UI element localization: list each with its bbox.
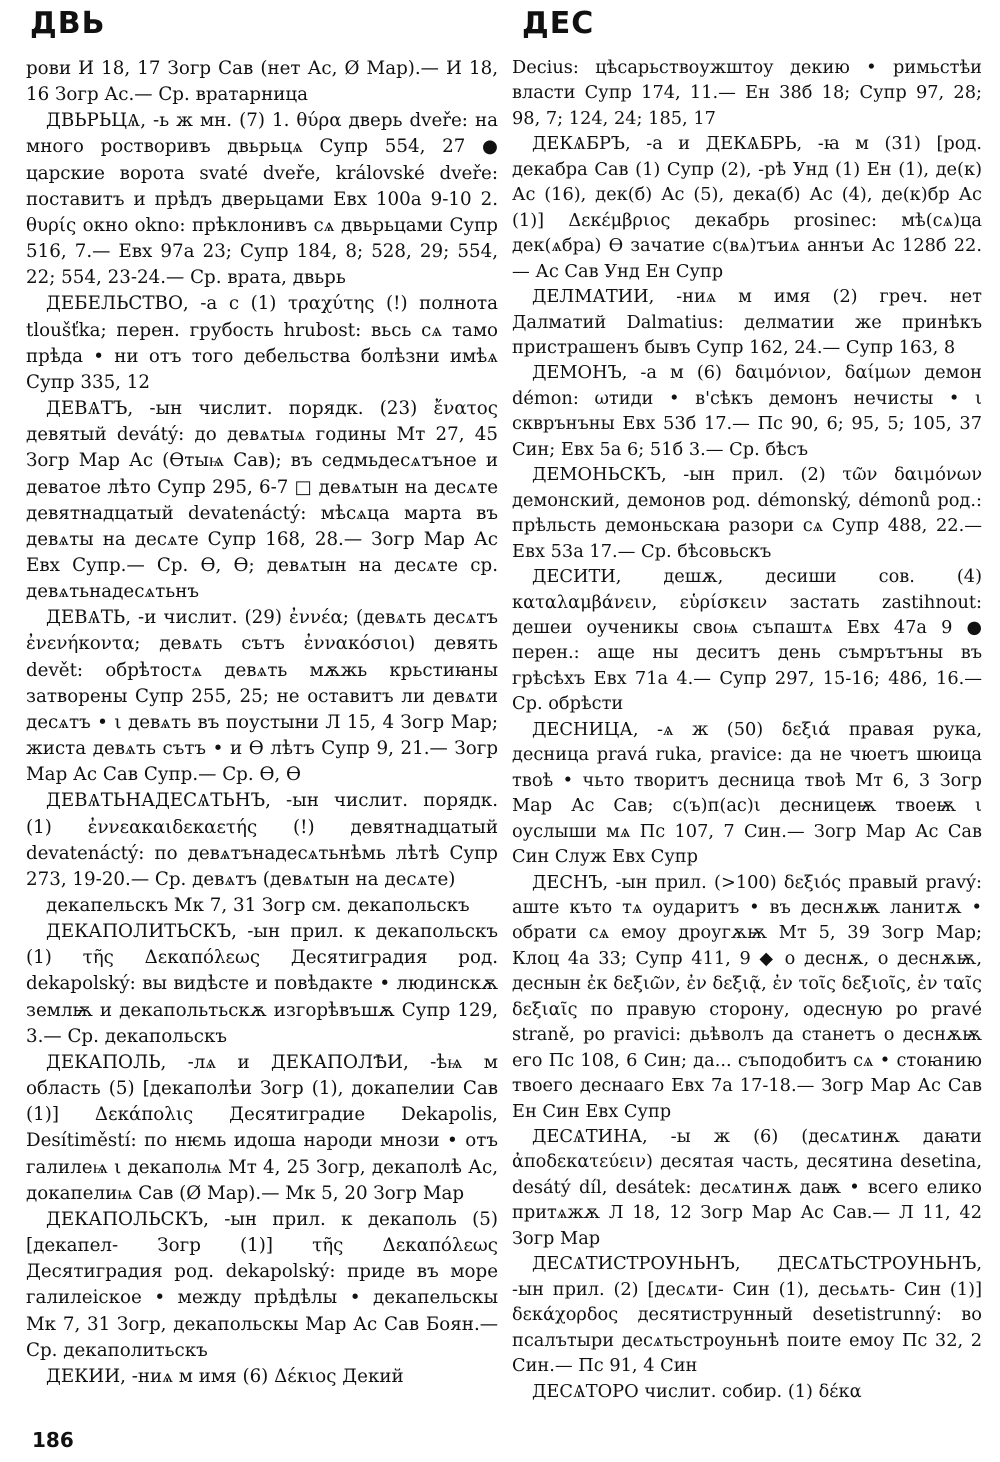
dictionary-entry: декапельскъ Мк 7, 31 Зогр см. декапольскъ [46, 895, 470, 916]
dictionary-entry: ДЕКѦБРЪ, -а и ДЕКѦБРЬ, -ꙗ м (31) [род. декабра Сав (1) Супр (2), -рѣ Унд (1) Ен (1), де(к) Ас (16), дек(б) Ас (5), дека(б) Ас (4), де(к)бр Ас (1)] Δεκέμβριος декабрь prosinec: мѣ(сѧ)ца дек(ѧбра) Ѳ зачатие с(вѧ)тъиѧ аннъи Ас 128б 22.— Ас Сав Унд Ен Супр [512, 134, 982, 282]
running-head-left: ДВЬ [30, 6, 106, 41]
page-number: 186 [32, 1428, 74, 1452]
dictionary-entry: ДВЬРЬЦѦ, -ь ж мн. (7) 1. θύρα дверь dveře: на много ростворивъ двьрьцѧ Супр 554, 27 ● царские ворота svaté dveře, královské dveře: поставитъ и прѣдъ дверьцами Евх 100а 9-10 2. θυρίς окно okno: прѣклонивъ сѧ двьрьцами Супр 516, 7.— Евх 97а 23; Супр 184, 8; 528, 29; 554, 22; 554, 23-24.— Ср. врата, двьрь [26, 110, 498, 289]
dictionary-entry: ДЕСИТИ, дешѫ, десиши сов. (4) καταλαμβάνειν, εὑρίσκειν застать zastihnout: дешеи оученикы своѩ съпаштѧ Евх 47а 9 ● перен.: аще ны деситъ день съмрътъны въ грѣсѣхъ Евх 71а 4.— Супр 297, 15-16; 486, 16.— Ср. обрѣсти [512, 567, 982, 715]
left-column [26, 56, 498, 1390]
dictionary-entry: ДЕВѦТЬНАДЕСѦТЬНЪ, -ын числит. порядк. (1) ἐννεακαιδεκαετής (!) девятнадцатый devatenáctý: по девѧтънадесѧтьнѣмь лѣтѣ Супр 273, 19-20.— Ср. девѧтъ (девѧтын на десѧте) [26, 790, 498, 890]
dictionary-entry: Decius: цѣсарьствоужштоу декию • римьстѣи власти Супр 174, 11.— Ен 38б 18; Супр 97, 28; 98, 7; 124, 24; 185, 17 [512, 58, 982, 129]
dictionary-entry: ДЕВѦТЬ, -и числит. (29) ἐννέα; (девѧть десѧтъ ἐνενήκοντα; девѧть сътъ ἐννακόσιοι) девять devět: обрѣтостѧ девѧть мѫжь крьстиꙗны затворены Супр 255, 25; не оставитъ ли девѧти десѧтъ • ι девѧть въ поустыни Л 15, 4 Зогр Мар; жиста девѧть сътъ • и Ѳ лѣтъ Супр 9, 21.— Зогр Мар Ас Сав Супр.— Ср. Ѳ, Ѳ [26, 607, 498, 786]
dictionary-entry: ДЕМОНЬСКЪ, -ын прил. (2) τῶν δαιμόνων демонский, демонов род. démonský, démonů род.: прѣльсть демоньскаꙗ разори сѧ Супр 488, 22.— Евх 53а 17.— Ср. бѣсовьскъ [512, 465, 982, 562]
dictionary-entry: ДЕВѦТЪ, -ын числит. порядк. (23) ἔνατος девятый devátý: до девѧтыѧ годины Мт 27, 45 Зогр Мар Ас (Ѳтыѩ Сав); въ седмьдесѧтъное и деватое лѣто Супр 295, 6-7 □ девѧтын на десѧте девятнадцатый devatenáctý: мѣсѧца марта въ девѧты на десѧте Супр 168, 28.— Зогр Мар Ас Евх Супр.— Ср. Ѳ, Ѳ; девѧтын на десѧте ср. девѧтьнадесѧтьнъ [26, 398, 498, 603]
dictionary-entry: рови И 18, 17 Зогр Сав (нет Ас, Ø Мар).— И 18, 16 Зогр Ас.— Ср. вратарница [26, 58, 498, 106]
running-head-right: ДЕС [522, 6, 595, 41]
dictionary-entry: ДЕМОНЪ, -а м (6) δαιμόνιον, δαίμων демон démon: ωтиди • в'сѣкъ демонъ нечисты • ι скврънъны Евх 53б 17.— Пс 90, 6; 95, 5; 105, 37 Син; Евх 5а 6; 51б 3.— Ср. бѣсъ [512, 363, 982, 460]
dictionary-entry: ДЕСѦТИСТРОУНЬНЪ, ДЕСѦТЬСТРОУНЬНЪ, -ын прил. (2) [десѧти- Син (1), десьѧть- Син (1)] δεκάχορδος десятиструнный desetistrunný: во псалътыри десѧтьстроуньнѣ поите емоу Пс 32, 2 Син.— Пс 91, 4 Син [512, 1254, 982, 1377]
dictionary-entry: ДЕСѦТОРО числит. собир. (1) δέκα [532, 1381, 862, 1402]
dictionary-entry: ДЕКИИ, -ниѧ м имя (6) Δέκιος Декий [46, 1365, 404, 1387]
dictionary-entry: ДЕБЕЛЬСТВО, -а с (1) τραχύτης (!) полнота tloušťka; перен. грубость hrubost: вьсь сѧ тамо прѣда • ни отъ того дебельства болѣзни имѣѧ Супр 335, 12 [26, 293, 498, 393]
dictionary-entry: ДЕЛМАТИИ, -ниѧ м имя (2) греч. нет Далматий Dalmatius: делматии же принѣкъ пристрашенъ бывъ Супр 162, 24.— Супр 163, 8 [512, 287, 982, 358]
dictionary-entry: ДЕКАПОЛЬСКЪ, -ын прил. к декаполь (5) [декапел- Зогр (1)] τῆς Δεκαπόλεως Десятиградия род. dekapolský: приде въ море галилеіское • между прѣдѣлы • декапельскы Мк 7, 31 Зогр, декапольскы Мар Ас Сав Боян.— Ср. декаполитьскъ [26, 1208, 498, 1361]
right-column [512, 56, 982, 1405]
dictionary-entry: ДЕСНЪ, -ын прил. (>100) δεξιός правый pravý: аште къто тѧ оударитъ • въ деснѫѭ ланитѫ • обрати сѧ емоу дроугѫѭ Мт 5, 39 Зогр Мар; Клоц 4а 33; Супр 411, 9 ◆ о деснѫ, о деснѫѭ, деснын ἐκ δεξιῶν, ἐν δεξιᾷ, ἐν τοῖς δεξιοῖς, ἐν ταῖς δεξιαῖς по правую сторону, одесную po pravé straně, po pravici: дьѣволъ да станетъ о деснѫѭ его Пс 108, 6 Син; да... съподобитъ сѧ • стоꙗнию твоего деснааго Евх 7а 17-18.— Зогр Мар Ас Сав Ен Син Евх Супр [512, 872, 982, 1122]
dictionary-entry: ДЕКАПОЛИТЬСКЪ, -ын прил. к декапольскъ (1) τῆς Δεκαπόλεως Десятиградия род. dekapolský: вы видѣсте и повѣдакте • людинскѫ землѭ и декапольтьскѫ изгорѣвъшѫ Супр 129, 3.— Ср. декапольскъ [26, 921, 498, 1047]
dictionary-entry: ДЕСѦТИНА, -ы ж (6) (десѧтинѫ даꙗти ἀποδεκατεύειν) десятая часть, десятина desetina, desátý díl, desátek: десѧтинѫ даѭ • всего елико притѧжѫ Л 18, 12 Зогр Мар Ас Сав.— Л 11, 42 Зогр Мар [512, 1127, 982, 1249]
dictionary-entry: ДЕКАПОЛЬ, -лѧ и ДЕКАПОЛѢИ, -ѣѩ м область (5) [декаполѣи Зогр (1), докапелии Сав (1)] Δεκάπολις Десятиградие Dekapolis, Desítiměstí: по нѥмь идоша народи мнози • отъ галилеѩ ι декаполѩ Мт 4, 25 Зогр, декаполѣ Ас, докапелиѩ Сав (Ø Мар).— Мк 5, 20 Зогр Мар [26, 1051, 498, 1204]
dictionary-entry: ДЕСНИЦА, -ѧ ж (50) δεξιά правая рука, десница pravá ruka, pravice: да не чюетъ шюица твоѣ • чьто творитъ десница твоѣ Мт 6, 3 Зогр Мар Ас Сав; с(ъ)п(ас)ι десницеѭ твоеѭ ι оуслыши мѧ Пс 107, 7 Син.— Зогр Мар Ас Сав Син Служ Евх Супр [512, 719, 982, 868]
